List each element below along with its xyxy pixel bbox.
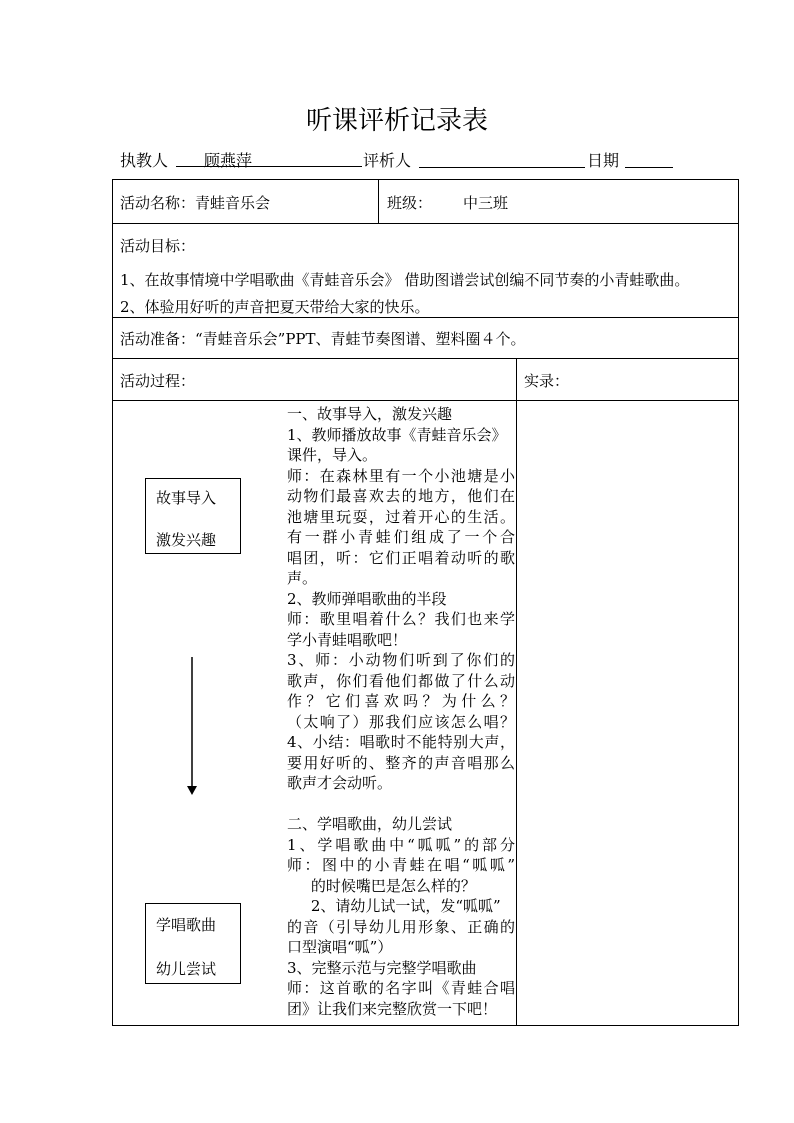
process-line: 4、小结：唱歌时不能特别大声， <box>287 733 515 751</box>
process-line: 二、学唱歌曲，幼儿尝试 <box>287 815 453 833</box>
process-line: 的音（引导幼儿用形象、正确的 <box>287 917 515 936</box>
table-border-right <box>738 179 739 1026</box>
table-row-divider <box>112 223 739 224</box>
process-content <box>287 404 515 1019</box>
teacher-name: 顾燕萍 <box>176 148 362 167</box>
flow-arrow-icon <box>180 655 204 797</box>
process-line: 师：这首歌的名字叫《青蛙合唱 <box>287 979 515 997</box>
process-line: 口型演唱“呱”） <box>287 938 393 956</box>
table-border-top <box>112 179 739 180</box>
process-line: 歌声，你们看他们都做了什么动 <box>287 671 515 690</box>
table-border-bottom <box>112 1025 739 1026</box>
evaluator-label: 评析人 <box>363 151 412 170</box>
process-line: 3、完整示范与完整学唱歌曲 <box>287 958 477 977</box>
process-line: 2、教师弹唱歌曲的半段 <box>287 589 447 608</box>
process-line: 1、学唱歌曲中“呱呱”的部分 <box>287 835 515 854</box>
goals-label: 活动目标： <box>120 237 196 255</box>
process-line: 歌声才会动听。 <box>287 774 393 792</box>
date-field <box>625 148 673 168</box>
table-row-divider <box>112 400 739 401</box>
class-value: 中三班 <box>463 194 509 212</box>
process-line: 师：图中的小青蛙在唱“呱呱” <box>287 856 515 874</box>
class-label: 班级： <box>387 194 433 212</box>
preparation-text: 活动准备：“青蛙音乐会”PPT、青蛙节奏图谱、塑料圈４个。 <box>120 330 526 348</box>
flow-box-line: 幼儿尝试 <box>156 960 217 978</box>
activity-name: 活动名称：青蛙音乐会 <box>120 194 271 212</box>
table-col-divider <box>378 179 379 223</box>
process-line: 师：在森林里有一个小池塘是小 <box>287 466 515 485</box>
process-line: 动物们最喜欢去的地方，他们在 <box>287 487 515 505</box>
process-blank-line <box>287 794 515 815</box>
process-line: 3、师：小动物们听到了你们的 <box>287 651 515 669</box>
table-col-divider <box>516 358 517 1025</box>
evaluator-field <box>419 148 585 168</box>
process-line: 1、教师播放故事《青蛙音乐会》 <box>287 425 507 444</box>
flow-box-line: 故事导入 <box>156 489 217 507</box>
goal-item: 2、体验用好听的声音把夏天带给大家的快乐。 <box>120 298 430 316</box>
process-line: 2、请幼儿试一试，发“呱呱” <box>287 897 501 915</box>
table-border-left <box>112 179 113 1026</box>
process-line: （太响了）那我们应该怎么唱？ <box>287 712 515 731</box>
process-line: 的时候嘴巴是怎么样的？ <box>287 876 476 895</box>
process-label: 活动过程： <box>120 372 196 390</box>
process-line: 一、故事导入，激发兴趣 <box>287 405 453 423</box>
process-line: 作？它们喜欢吗？为什么？ <box>287 692 515 710</box>
process-line: 课件，导入。 <box>287 446 378 464</box>
process-line: 有一群小青蛙们组成了一个合 <box>287 528 515 546</box>
date-label: 日期 <box>587 151 620 170</box>
process-line: 师：歌里唱着什么？我们也来学 <box>287 610 515 628</box>
teacher-name-field <box>176 148 362 170</box>
process-line: 学小青蛙唱歌吧！ <box>287 630 408 649</box>
process-line: 声。 <box>287 569 318 587</box>
table-row-divider <box>112 317 739 318</box>
flow-box-story-intro <box>145 478 241 554</box>
goal-item: 1、在故事情境中学唱歌曲《青蛙音乐会》 借助图谱尝试创编不同节奏的小青蛙歌曲。 <box>120 271 690 289</box>
flow-box-learn-song <box>145 903 241 984</box>
process-line: 唱团，听：它们正唱着动听的歌 <box>287 548 515 567</box>
record-label: 实录： <box>524 372 570 390</box>
page-title: 听课评析记录表 <box>305 106 488 136</box>
flow-box-line: 激发兴趣 <box>156 531 217 549</box>
table-row-divider <box>112 358 739 359</box>
process-line: 团》让我们来完整欣赏一下吧！ <box>287 999 498 1018</box>
teacher-label: 执教人 <box>120 151 169 170</box>
process-line: 池塘里玩耍，过着开心的生活。 <box>287 507 515 526</box>
process-line: 要用好听的、整齐的声音唱那么 <box>287 753 515 772</box>
flow-box-line: 学唱歌曲 <box>156 916 217 934</box>
